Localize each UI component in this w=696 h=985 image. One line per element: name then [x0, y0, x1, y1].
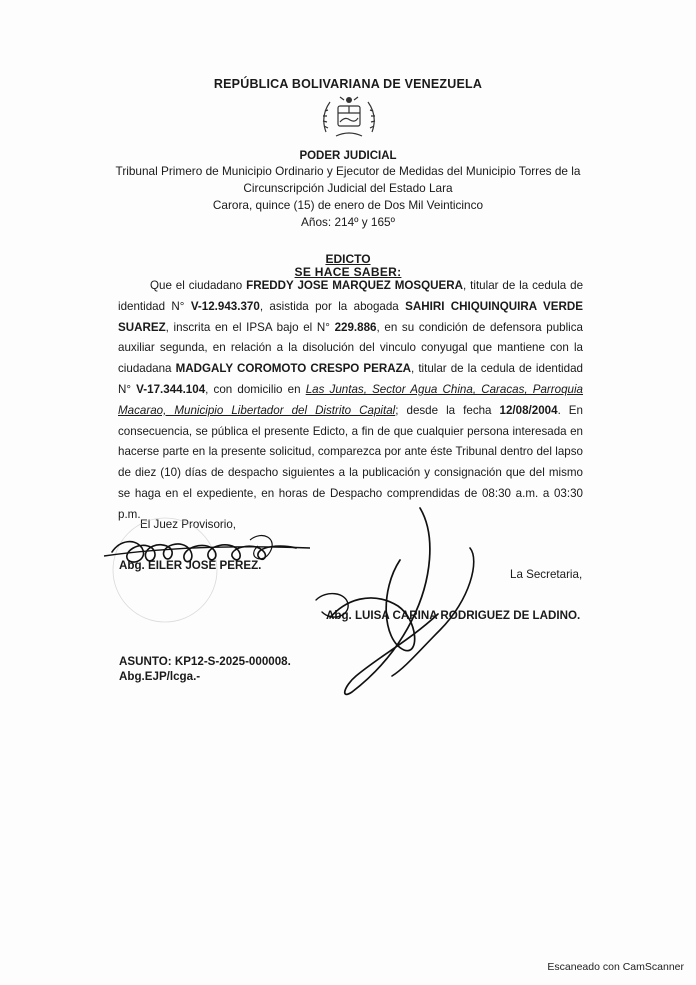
case-initials: Abg.EJP/lcga.- [119, 670, 201, 683]
marriage-date: 12/08/2004 [499, 403, 558, 417]
coat-of-arms-icon [318, 92, 380, 140]
body-text-7: , con domicilio en [205, 382, 306, 396]
body-text-8: ; desde la fecha [395, 403, 500, 417]
ipsa-number: 229.886 [334, 320, 377, 334]
secretary-signature-stroke [330, 560, 415, 651]
judge-title: El Juez Provisorio, [140, 518, 237, 531]
body-text-1: Que el ciudadano [150, 279, 247, 292]
body-text-6: , titular de la cedula de identidad N° [118, 362, 583, 396]
country-heading: REPÚBLICA BOLIVARIANA DE VENEZUELA [213, 77, 483, 91]
scanner-watermark: Escaneado con CamScanner [547, 961, 684, 973]
body-text-2: , titular de la cedula de identidad N° [118, 279, 584, 313]
judge-signature-underline [104, 547, 310, 556]
tribunal-line-1: Tribunal Primero de Municipio Ordinario y Ejecutor de Medidas del Municipio Torres de la [115, 164, 581, 178]
judge-signature-loop [250, 536, 272, 559]
spouse-id: V-17.344.104 [136, 382, 206, 396]
place-date: Carora, quince (15) de enero de Dos Mil Veinticinco [212, 198, 484, 212]
edict-body [118, 276, 583, 526]
hace-saber-title: SE HACE SABER: [294, 265, 402, 279]
applicant-name: FREDDY JOSE MARQUEZ MOSQUERA [246, 279, 464, 292]
secretary-title: La Secretaria, [510, 568, 583, 581]
judge-name: Abg. EILER JOSE PEREZ. [119, 559, 262, 572]
applicant-id: V-12.943.370 [190, 299, 260, 313]
spouse-name: MADGALY COROMOTO CRESPO PERAZA [175, 362, 412, 376]
body-text-3: , asistida por la abogada [259, 299, 406, 313]
body-text-4: , inscrita en el IPSA bajo el N° [165, 320, 335, 334]
tribunal-line-2: Circunscripción Judicial del Estado Lara [243, 181, 453, 195]
body-text-9: . En consecuencia, se pública el presente Edicto, a fin de que cualquier persona interesada en hacerse parte en la presente solicitud, comparezca por ante éste Tribunal dentro del lapso de diez (10) días de despacho siguientes a la publicación y consignación que del mismo se haga en el expediente, en horas de Despacho comprendidas de 08:30 a.m. a 03:30 p.m. [118, 403, 583, 521]
address: Las Juntas, Sector Agua China, Caracas, Parroquia Macarao, Municipio Libertador del Distrito Capital [118, 382, 584, 417]
secretary-name: Abg. LUISA CARINA RODRIGUEZ DE LADINO. [326, 609, 581, 622]
secretary-signature [345, 508, 438, 694]
body-text-5: , en su condición de defensora publica auxiliar segunda, en relación a la disolución del vinculo conyugal que mantiene con la ciudadana [118, 320, 583, 376]
years-line: Años: 214º y 165º [301, 215, 395, 229]
branch-heading: PODER JUDICIAL [299, 150, 397, 162]
edicto-title: EDICTO [325, 252, 371, 266]
case-number: ASUNTO: KP12-S-2025-000008. [119, 655, 291, 668]
lawyer-name: SAHIRI CHIQUINQUIRA VERDE SUAREZ [118, 299, 584, 334]
